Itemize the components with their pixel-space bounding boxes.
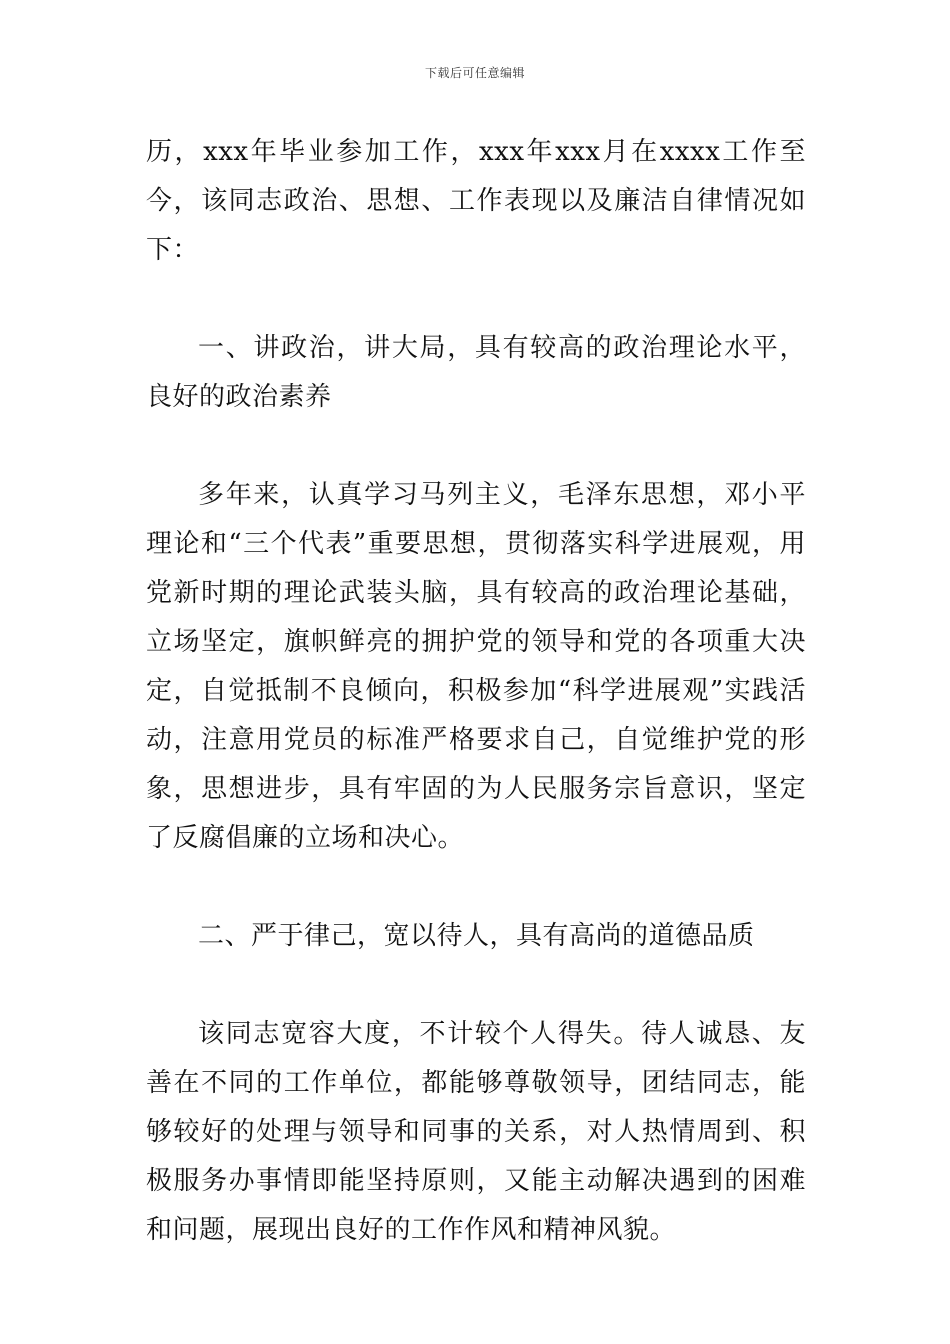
paragraph-politics: 多年来，认真学习马列主义，毛泽东思想，邓小平理论和“三个代表”重要思想，贯彻落实科学进展观，用党新时期的理论武装头脑，具有较高的政治理论基础，立场坚定，旗帜鲜亮的拥护党的领导和党的各项重大决定，自觉抵制不良倾向，积极参加“科学进展观”实践活动，注意用党员的标准严格要求自己，自觉维护党的形象，思想进步，具有牢固的为人民服务宗旨意识，坚定了反腐倡廉的立场和决心。 bbox=[146, 480, 806, 853]
paragraph-intro: 历，xxx年毕业参加工作，xxx年xxx月在xxxx工作至今，该同志政治、思想、工作表现以及廉洁自律情况如下： bbox=[146, 137, 806, 265]
document-body bbox=[146, 128, 806, 1255]
header-note: 下载后可任意编辑 bbox=[424, 66, 525, 80]
section-heading-morality: 二、严于律己，宽以待人，具有高尚的道德品质 bbox=[198, 921, 755, 951]
section-heading-politics: 一、讲政治，讲大局，具有较高的政治理论水平，良好的政治素养 bbox=[146, 333, 806, 412]
paragraph-morality: 该同志宽容大度，不计较个人得失。待人诚恳、友善在不同的工作单位，都能够尊敬领导，团结同志，能够较好的处理与领导和同事的关系，对人热情周到、积极服务办事情即能坚持原则，又能主动解决遇到的困难和问题，展现出良好的工作作风和精神风貌。 bbox=[146, 1019, 806, 1245]
